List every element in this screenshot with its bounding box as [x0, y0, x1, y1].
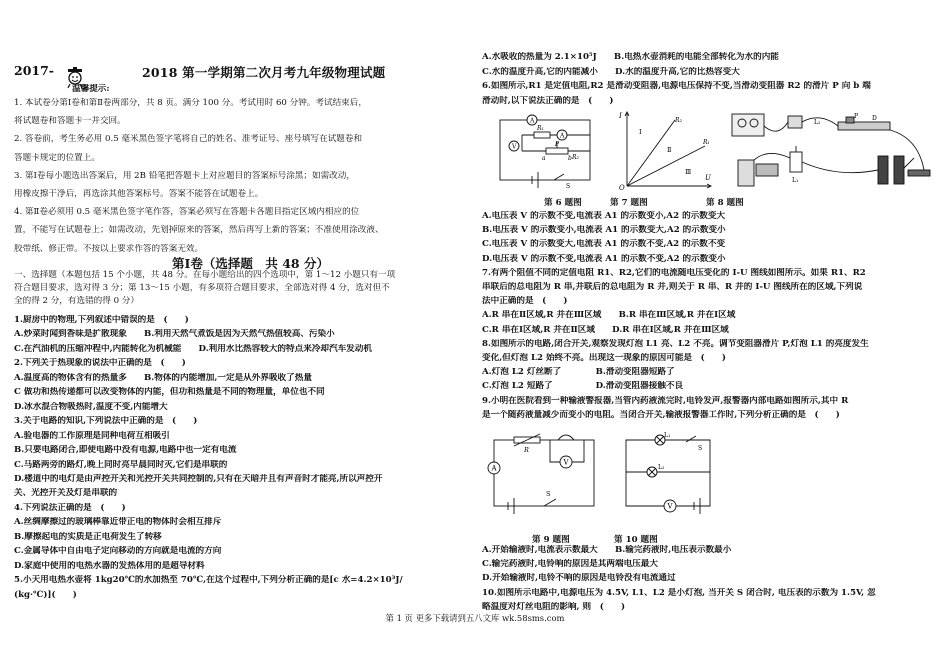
text-line: C.R 串在Ⅰ区域,R 并在Ⅱ区域 D.R 串在Ⅰ区域,R 并在Ⅲ区域: [482, 324, 729, 335]
text-line: 关、光控开关及灯是串联的: [14, 488, 118, 499]
fig7-label: I: [619, 112, 622, 120]
fig7-label: Ⅱ: [667, 146, 672, 154]
text-line: 6.如图所示,R1 是定值电阻,R2 是滑动变阻器,电源电压保持不变,当滑动变阻器 R2 的滑片 P 向 b 端: [482, 81, 871, 91]
fig8-label: L₁: [792, 177, 799, 184]
text-line: D.家庭中使用的电热水器的发热体用的是超导材料: [14, 560, 205, 571]
text-line: C.输完药液时,电铃响的原因是其两端电压最大: [482, 559, 658, 570]
fig7-label: U: [705, 174, 711, 182]
page-title: 2018 第一学期第二次月考九年级物理试题: [142, 65, 386, 80]
page-footer: 第 1 页 更多下载请到五八文库 wk.58sms.com: [385, 613, 565, 623]
fig6-label: b: [568, 155, 572, 162]
figure-caption: 第 10 题图: [614, 535, 658, 545]
fig9-circuit: [484, 432, 602, 516]
text-line: A.R 串在Ⅱ区域,R 并在Ⅲ区域 B.R 串在Ⅲ区域,R 并在Ⅰ区域: [482, 310, 736, 321]
text-line: 变化,但灯泡 L2 始终不亮。出现这一现象的原因可能是 ( ): [482, 353, 726, 363]
fig8-label: L₂: [814, 119, 821, 126]
text-line: D.楼道中的电灯是由声控开关和光控开关共同控制的,只有在天暗并且有声音时才能亮,所以声控开: [14, 473, 383, 484]
text-line: 4.下列说法正确的是 ( ): [14, 502, 126, 513]
text-line: 3.关于电路的知识,下列说法中正确的是 ( ): [14, 416, 198, 427]
fig10-label: S: [698, 445, 703, 452]
fig8-label: D: [872, 115, 877, 122]
text-line: 一、选择题（本题包括 15 个小题，共 48 分。在每小题给出的四个选项中，第 1～12 小题只有一项: [14, 270, 396, 280]
fig10-label: L₁: [664, 432, 671, 439]
text-line: A.电压表 V 的示数不变,电流表 A1 的示数变小,A2 的示数变大: [482, 211, 726, 221]
fig10-label: L₂: [658, 464, 665, 471]
text-line: 将试题卷和答题卡一并交回。: [14, 116, 126, 127]
fig8-label: P: [854, 113, 859, 120]
text-line: 7.有两个阻值不同的定值电阻 R1、R2,它们的电流随电压变化的 I-U 图线如图所示。如果 R1、R2: [482, 267, 866, 278]
text-line: 3. 第Ⅰ卷每小题选出答案后，用 2B 铅笔把答题卡上对应题目的答案标号涂黑；如需改动，: [14, 170, 355, 181]
text-line: 法中正确的是 ( ): [482, 296, 568, 307]
text-line: 滑动时,以下说法正确的是 ( ): [482, 95, 614, 106]
text-line: D.电压表 V 的示数不变,电流表 A1 的示数不变,A2 的示数变小: [482, 253, 726, 264]
text-line: C.灯泡 L2 短路了 D.滑动变阻器接触不良: [482, 381, 684, 392]
text-line: A.炒菜时闻到香味是扩散现象 B.利用天然气煮饭是因为天然气热值较高、污染小: [14, 329, 335, 340]
text-line: 10.如图所示电路中,电源电压为 4.5V, L1、L2 是小灯泡, 当开关 S 闭合时, 电压表的示数为 1.5V, 忽: [482, 587, 876, 598]
text-line: (kg·℃)]( ): [14, 589, 77, 600]
fig9-label: R: [524, 446, 529, 454]
text-line: 9.小明在医院看到一种输液警报器,当管内药液流完时,电铃发声,报警器内部电路如图所示,其中 R: [482, 395, 849, 406]
fig7-label: O: [619, 184, 625, 192]
text-line: 2. 答卷前，考生务必用 0.5 毫米黑色签字笔将自己的姓名、准考证号、座号填写在试题卷和: [14, 134, 363, 145]
text-line: 用橡皮擦干净后，再选涂其他答案标号。答案不能答在试题卷上。: [14, 189, 264, 199]
fig6-label: a: [542, 155, 546, 162]
fig9-label: V: [563, 458, 569, 467]
text-line: A.温度高的物体含有的热量多 B.物体的内能增加,一定是从外界吸收了热量: [14, 372, 312, 383]
text-line: 略温度对灯丝电阻的影响, 则 ( ): [482, 601, 626, 612]
text-line: B.只要电路闭合,即使电路中没有电源,电路中也一定有电流: [14, 445, 237, 456]
text-line: B.电压表 V 的示数变小,电流表 A1 的示数变大,A2 的示数变小: [482, 225, 726, 236]
fig10-circuit: [614, 432, 722, 516]
fig9-label: S: [546, 490, 551, 498]
text-line: 置，不能写在试题卷上；如需改动，先划掉原来的答案，然后再写上新的答案；不准使用涂改液、: [14, 225, 384, 236]
year-label: 2017-: [14, 63, 54, 78]
text-line: A.丝绸摩擦过的玻璃棒靠近带正电的物体时会相互排斥: [14, 517, 222, 528]
text-line: 8.如图所示的电路,闭合开关,观察发现灯泡 L1 亮、L2 不亮。调节变阻器滑片 P,灯泡 L1 的亮度发生: [482, 338, 869, 349]
fig8-apparatus: [728, 108, 940, 194]
fig6-label: R₁: [537, 125, 544, 132]
fig9-label: A: [491, 464, 497, 473]
text-line: A.开始输液时,电流表示数最大 B.输完药液时,电压表示数最小: [482, 545, 732, 555]
text-line: A.灯泡 L2 灯丝断了 B.滑动变阻器短路了: [482, 367, 675, 378]
figure-caption: 第 9 题图: [532, 535, 570, 545]
text-line: 答题卡规定的位置上。: [14, 152, 100, 163]
tips-label: 温馨提示:: [72, 84, 110, 94]
fig7-label: R₁: [703, 139, 710, 146]
text-line: C.马路两旁的路灯,晚上同时亮早晨同时灭,它们是串联的: [14, 459, 228, 470]
fig7-graph: [617, 108, 715, 192]
fig6-circuit: [492, 112, 602, 190]
text-line: D.冰水混合物吸热时,温度不变,内能增大: [14, 401, 168, 412]
text-line: A.水吸收的热量为 2.1×10⁵J B.电热水壶消耗的电能全部转化为水的内能: [482, 52, 779, 62]
text-line: 1. 本试卷分第Ⅰ卷和第Ⅱ卷两部分，共 8 页。满分 100 分。考试用时 60 分钟。考试结束后，: [14, 98, 367, 108]
fig6-label: S: [566, 183, 571, 190]
text-line: 全的得 2 分，有选错的得 0 分）: [14, 296, 139, 306]
fig6-label: R₂: [572, 154, 579, 161]
fig10-label: V: [667, 502, 673, 511]
text-line: 1.厨房中的物理,下列叙述中错误的是 ( ): [14, 315, 189, 325]
figure-caption: 第 7 题图: [610, 198, 648, 208]
text-line: 2.下列关于热现象的说法中正确的是 ( ): [14, 358, 186, 369]
text-line: 胶带纸、修正带。不按以上要求作答的答案无效。: [14, 243, 204, 254]
text-line: C.在汽油机的压缩冲程中,内能转化为机械能 D.利用水比热容较大的特点来冷却汽车发动机: [14, 343, 372, 354]
text-line: 是一个随药液量减少而变小的电阻。当闭合开关,输液报警器工作时,下列分析正确的是 ( ): [482, 409, 840, 420]
text-line: B.摩擦起电的实质是正电荷发生了转移: [14, 531, 162, 542]
fig7-label: R₂: [675, 117, 682, 124]
figure-caption: 第 6 题图: [544, 198, 582, 208]
text-line: D.开始输液时,电铃不响的原因是电铃没有电流通过: [482, 573, 676, 584]
text-line: A.验电器的工作原理是同种电荷互相吸引: [14, 430, 170, 441]
text-line: C 做功和热传递都可以改变物体的内能，但功和热量是不同的物理量，单位也不同: [14, 387, 325, 398]
fig6-label: A: [530, 117, 535, 125]
text-line: C.水的温度升高,它的内能减小 D.水的温度升高,它的比热容变大: [482, 66, 740, 77]
figure-caption: 第 8 题图: [706, 198, 744, 208]
text-line: C.金属导体中自由电子定向移动的方向就是电流的方向: [14, 546, 222, 557]
text-line: 符合题目要求，选对得 3 分；第 13～15 小题，有多项符合题目要求，全部选对得 4 分，选对但不: [14, 283, 390, 293]
fig6-label: A: [560, 132, 565, 140]
text-line: 串联后的总电阻为 R 串,并联后的总电阻为 R 并,则关于 R 串、R 并的 I-U 图线所在的区域,下列说: [482, 282, 863, 292]
text-line: C.电压表 V 的示数变大,电流表 A1 的示数不变,A2 的示数不变: [482, 239, 726, 250]
fig7-label: Ⅰ: [639, 128, 642, 136]
fig7-label: Ⅲ: [685, 168, 692, 176]
fig6-label: P: [555, 141, 560, 148]
section-title: 第Ⅰ卷（选择题 共 48 分）: [172, 256, 329, 271]
text-line: 4. 第Ⅱ卷必须用 0.5 毫米黑色签字笔作答，答案必须写在答题卡各题目指定区域内相应的位: [14, 207, 360, 218]
fig6-label: V: [512, 143, 517, 151]
text-line: 5.小天用电热水壶将 1kg20℃的水加热至 70℃,在这个过程中,下列分析正确的是[c 水=4.2×10³J/: [14, 575, 403, 586]
